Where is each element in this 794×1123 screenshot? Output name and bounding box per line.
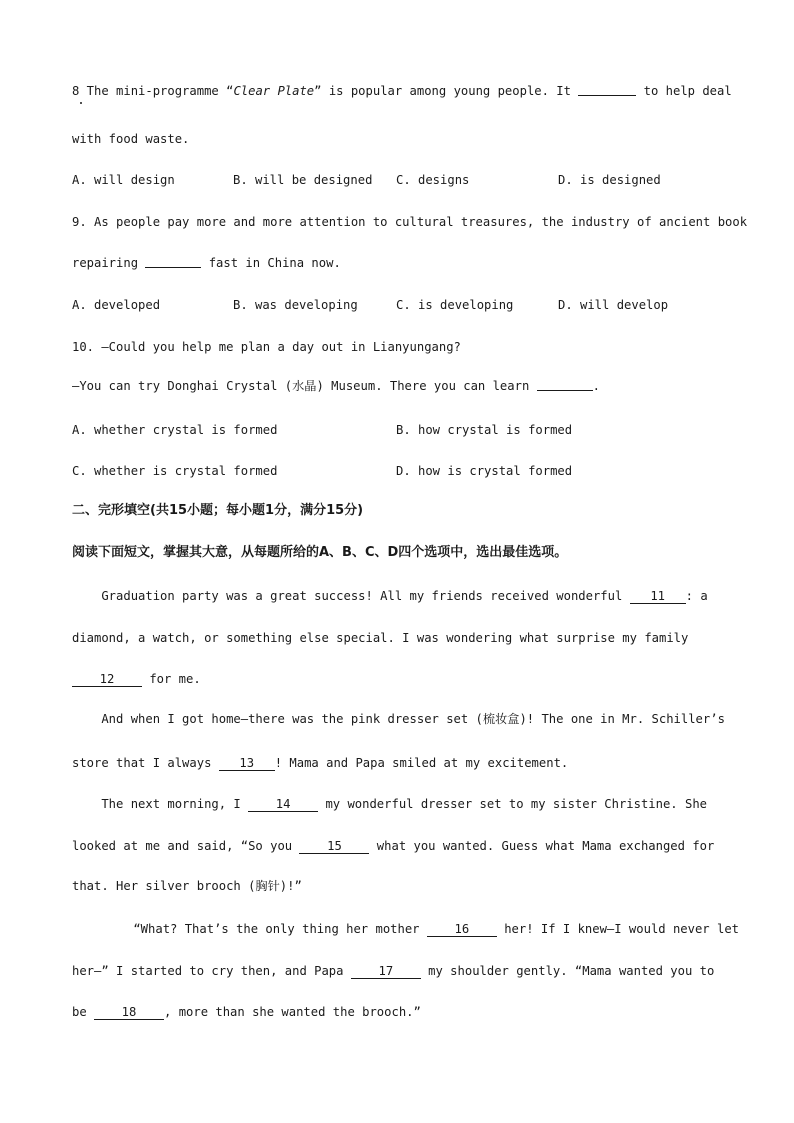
question-9-stem: 9. As people pay more and more attention to cultural treasures, the industry of ancient book <box>72 215 748 229</box>
passage-text: , more than she wanted the brooch.” <box>164 1005 421 1019</box>
passage-text: what you wanted. Guess what Mama exchanged for <box>369 839 715 853</box>
passage-text: my shoulder gently. “Mama wanted you to <box>420 964 715 978</box>
q8-answer-blank[interactable] <box>578 83 636 96</box>
passage-line-5 <box>72 755 568 771</box>
q8-option-a[interactable]: A. will design <box>72 173 175 187</box>
q10-stem-end: . <box>592 379 600 393</box>
passage-line-9 <box>104 921 739 937</box>
q9-stem-end: fast in China now. <box>201 256 341 270</box>
blank-17[interactable]: 17 <box>351 964 421 979</box>
passage-line-11 <box>72 1004 421 1020</box>
q9-answer-blank[interactable] <box>145 255 201 268</box>
passage-line-6 <box>72 796 707 812</box>
passage-line-7 <box>72 838 714 854</box>
passage-text: “What? That’s the only thing her mother <box>104 922 427 936</box>
question-10-stem: 10. —Could you help me plan a day out in Lianyungang? <box>72 340 461 354</box>
q8-option-b[interactable]: B. will be designed <box>233 173 373 187</box>
passage-text: store that I always <box>72 756 219 770</box>
question-8-stem-line2: with food waste. <box>72 132 190 146</box>
passage-text: her! If I knew—I would never let <box>496 922 739 936</box>
q10-option-a[interactable]: A. whether crystal is formed <box>72 423 278 437</box>
q9-option-d[interactable]: D. will develop <box>558 298 669 312</box>
q9-stem-start: repairing <box>72 256 146 270</box>
passage-text: Graduation party was a great success! All my friends received wonderful <box>72 589 630 603</box>
q8-option-d[interactable]: D. is designed <box>558 173 661 187</box>
emphasis-dot <box>80 102 82 104</box>
passage-text: for me. <box>142 672 201 686</box>
passage-text: be <box>72 1005 95 1019</box>
passage-text: my wonderful dresser set to my sister Christine. She <box>318 797 707 811</box>
passage-text: her—” I started to cry then, and Papa <box>72 964 351 978</box>
blank-15[interactable]: 15 <box>299 839 369 854</box>
section-instruction: 阅读下面短文，掌握其大意，从每题所给的A、B、C、D四个选项中，选出最佳选项。 <box>72 545 568 560</box>
blank-11[interactable]: 11 <box>630 589 686 604</box>
section-heading: 二、完形填空(共15小题；每小题1分，满分15分) <box>72 503 364 518</box>
blank-12[interactable]: 12 <box>72 672 142 687</box>
q9-option-b[interactable]: B. was developing <box>233 298 358 312</box>
q10-stem-start: —You can try Donghai Crystal (水晶) Museum. There you can learn <box>72 379 537 393</box>
blank-16[interactable]: 16 <box>427 922 497 937</box>
passage-text: : a <box>685 589 708 603</box>
blank-18[interactable]: 18 <box>94 1005 164 1020</box>
passage-line-10 <box>72 963 714 979</box>
q10-option-b[interactable]: B. how crystal is formed <box>396 423 573 437</box>
blank-14[interactable]: 14 <box>248 797 318 812</box>
q10-answer-blank[interactable] <box>537 378 593 391</box>
q8-programme-title: Clear Plate <box>233 84 315 98</box>
passage-line-2: diamond, a watch, or something else special. I was wondering what surprise my family <box>72 631 689 645</box>
q10-option-c[interactable]: C. whether is crystal formed <box>72 464 278 478</box>
passage-line-1 <box>72 588 708 604</box>
q10-option-d[interactable]: D. how is crystal formed <box>396 464 573 478</box>
q8-stem-middle: ” is popular among young people. It <box>314 84 579 98</box>
passage-line-8: that. Her silver brooch (胸针)!” <box>72 879 302 893</box>
q9-option-a[interactable]: A. developed <box>72 298 161 312</box>
q9-option-c[interactable]: C. is developing <box>396 298 514 312</box>
q8-option-c[interactable]: C. designs <box>396 173 470 187</box>
question-9-stem-line2 <box>72 255 341 271</box>
question-10-stem-line2 <box>72 378 600 394</box>
blank-13[interactable]: 13 <box>219 756 275 771</box>
passage-line-4: And when I got home—there was the pink dresser set (梳妆盒)! The one in Mr. Schiller’s <box>72 712 725 726</box>
passage-text: The next morning, I <box>72 797 249 811</box>
passage-text: looked at me and said, “So you <box>72 839 300 853</box>
question-8-stem <box>72 83 732 99</box>
q8-stem-end: to help deal <box>636 84 732 98</box>
q8-stem-start: 8 The mini-programme “ <box>72 84 234 98</box>
passage-text: ! Mama and Papa smiled at my excitement. <box>274 756 569 770</box>
passage-line-3 <box>72 671 201 687</box>
